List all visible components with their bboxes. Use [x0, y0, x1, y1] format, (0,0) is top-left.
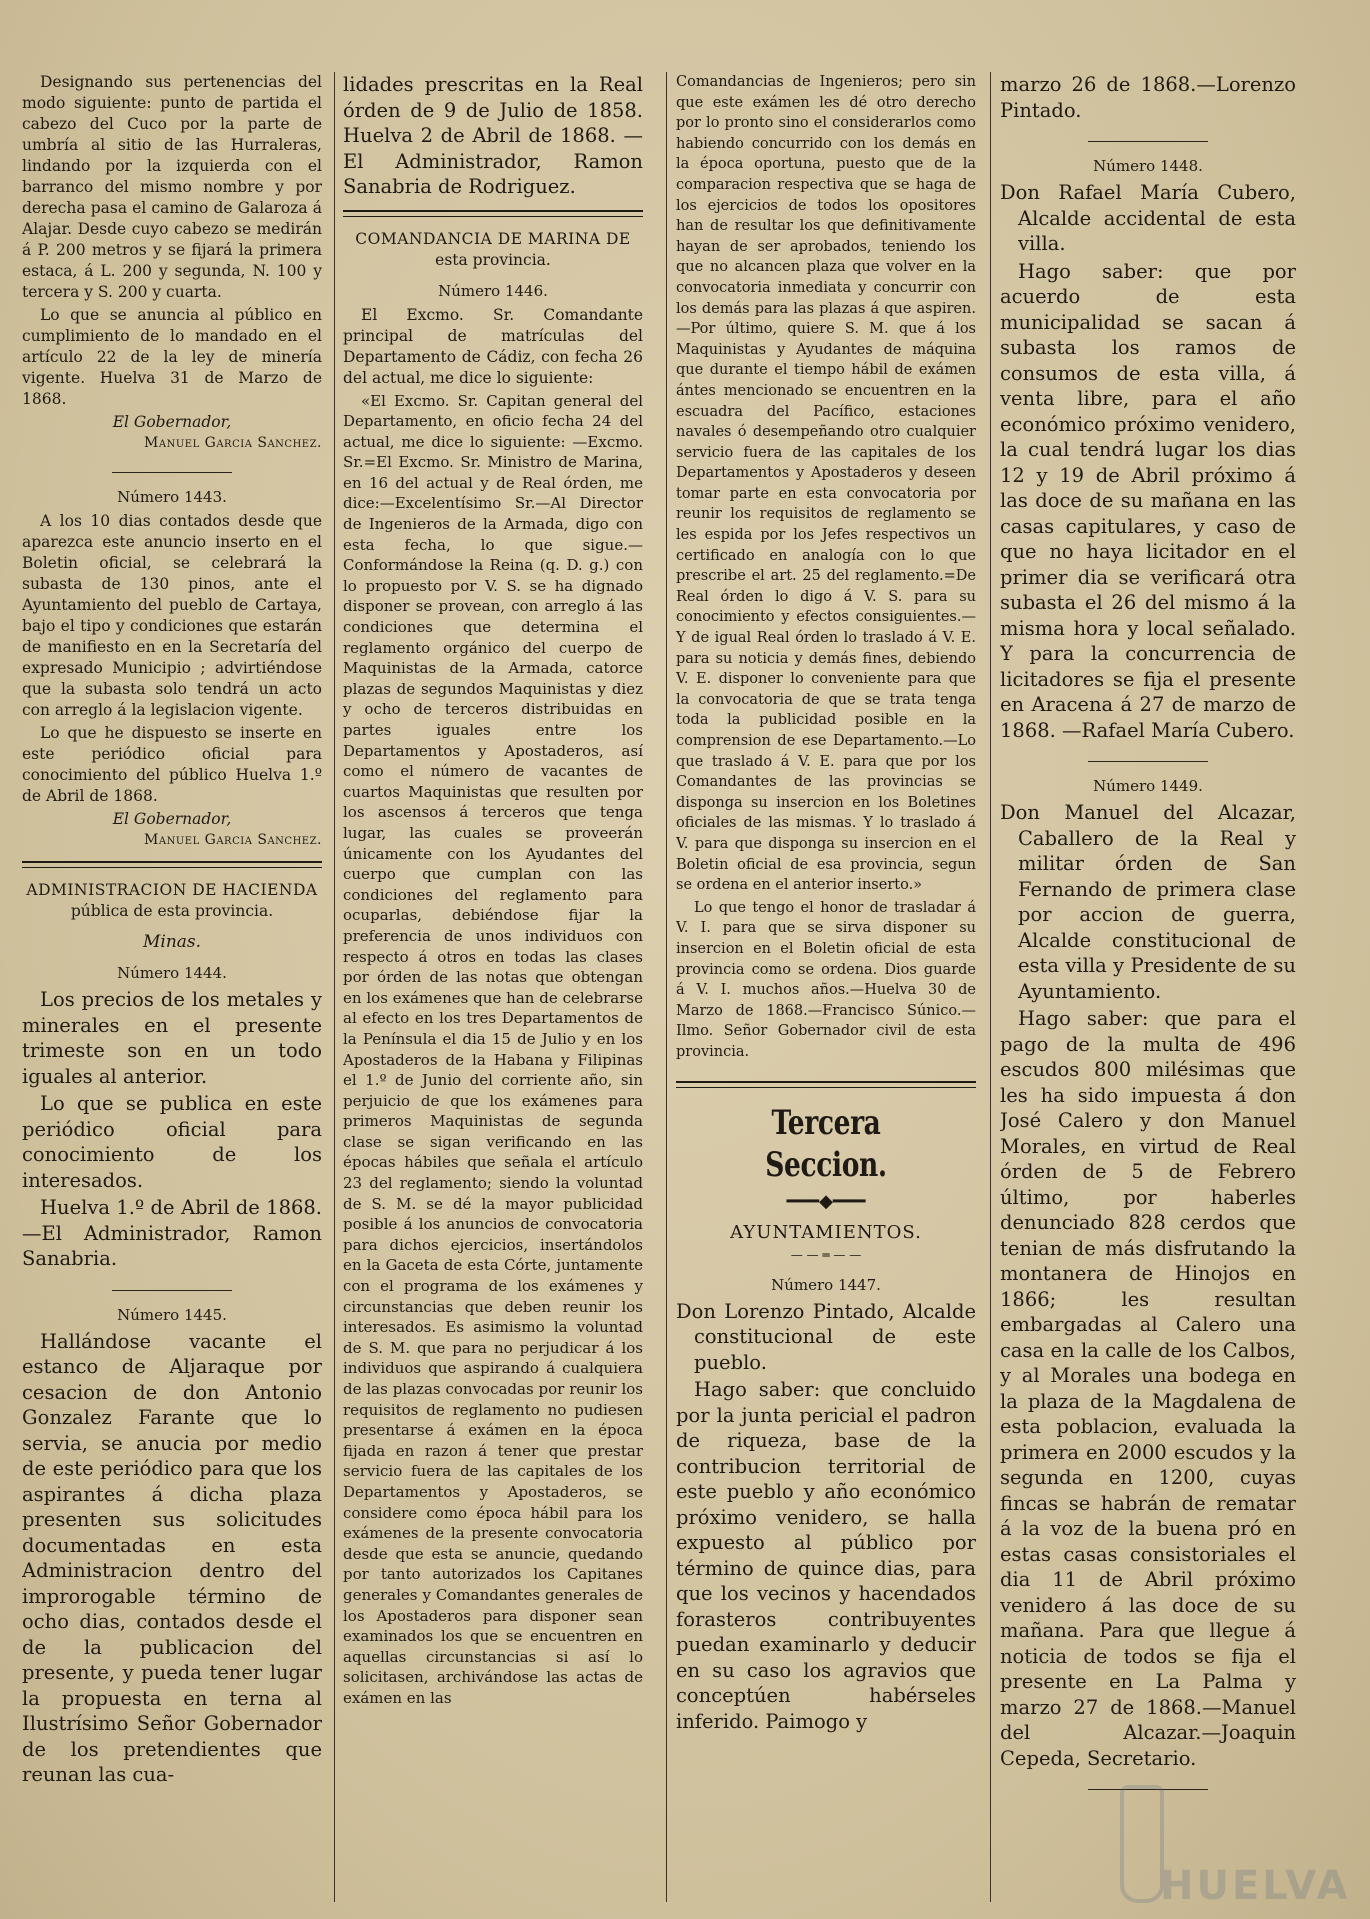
- ornament-divider: — — ═ — —: [790, 1247, 862, 1262]
- section-heading: AYUNTAMIENTOS.: [730, 1221, 922, 1243]
- column-divider: [334, 72, 335, 1902]
- column-4: [1000, 72, 1296, 1912]
- signature-title: El Gobernador,: [112, 413, 232, 431]
- notice-continuation: marzo 26 de 1868.—Lorenzo Pintado.: [1000, 73, 1296, 122]
- announcement-text: El Excmo. Sr. Comandante principal de matrículas del Departamento de Cádiz, con fecha 26 del actual, me dice lo siguiente:: [343, 305, 643, 387]
- shield-icon: [1120, 1785, 1164, 1903]
- separator: [112, 1290, 232, 1291]
- notice-number: Número 1446.: [438, 281, 548, 300]
- column-3: [676, 72, 976, 1912]
- notice-number: Número 1448.: [1093, 157, 1203, 175]
- notice-number: Número 1443.: [117, 488, 227, 506]
- watermark-text: HUELVA: [1160, 1863, 1351, 1909]
- notice-continuation: lidades prescritas en la Real órden de 9 de Julio de 1858. Huelva 2 de Abril de 1868. —El Administrador, Ramon Sanabria de Rodriguez.: [343, 73, 643, 198]
- section-subheading: esta provincia.: [435, 250, 551, 269]
- section-title: Tercera Seccion.: [765, 1102, 887, 1185]
- separator: [1088, 141, 1208, 142]
- official-name: Don Rafael María Cubero, Alcalde accidental de esta villa.: [1000, 181, 1296, 255]
- subsection-heading: Minas.: [142, 932, 202, 952]
- metal-prices-notice: Los precios de los metales y minerales en el presente trimeste son en un todo iguales al anterior.: [22, 988, 322, 1088]
- announcement-text: Lo que tengo el honor de trasladar á V. I. para que se sirva disponer su insercion en el Boletin oficial de esta provincia como se ordena. Dios guarde á V. I. muchos años.—Huelva 30 de Marzo de 1868.—Francisco Súnico.—Ilmo. Señor Gobernador civil de esta provincia.: [676, 899, 976, 1060]
- section-heading: ADMINISTRACION DE HACIENDA: [26, 881, 318, 899]
- signature-name: Manuel Garcia Sanchez.: [144, 435, 322, 451]
- mine-description: Designando sus pertenencias del modo siguiente: punto de partida el cabezo del Cuco por la parte de umbría al sitio de las Hurraleras, lindando por la izquierda con el barranco del mismo nombre y por derecha pasa el camino de Galaroza á Alajar. Desde cuyo cabezo se medirán á P. 200 metros y se fijará la primera estaca, á L. 200 y segunda, N. 100 y tercera y S. 200 y cuarta.: [22, 73, 322, 301]
- announcement-text: Lo que se anuncia al público en cumplimiento de lo mandado en el artículo 22 de la ley de minería vigente. Huelva 31 de Marzo de 1868.: [22, 306, 322, 408]
- official-name: Don Lorenzo Pintado, Alcalde constitucional de este pueblo.: [676, 1299, 976, 1374]
- signature-title: El Gobernador,: [112, 810, 232, 828]
- auction-notice: A los 10 dias contados desde que aparezca este anuncio inserto en el Boletin oficial, se celebrará la subasta de 130 pinos, ante el Ayuntamiento del pueblo de Cartaya, bajo el tipo y condiciones que estarán de manifiesto en en la Secretaría del expresado Municipio ; advirtiéndose que la subasta solo tendrá un acto con arreglo á la legislacion vigente.: [22, 512, 322, 719]
- announcement-text: Lo que he dispuesto se inserte en este periódico oficial para conocimiento del público Huelva 1.º de Abril de 1868.: [22, 724, 322, 805]
- separator: [112, 472, 232, 473]
- section-rule: [676, 1081, 976, 1088]
- section-rule: [343, 210, 643, 217]
- section-rule: [22, 861, 322, 868]
- column-divider: [666, 72, 667, 1902]
- notice-number: Número 1445.: [117, 1305, 227, 1324]
- tax-register-notice: Hago saber: que concluido por la junta pericial el padron de riqueza, base de la contribucion territorial de este pueblo y año económico próximo venidero, se halla expuesto al público por término de quince dias, para que los vecinos y hacendados forasteros contribuyentes puedan examinarlo y deducir en su caso los agravios que conceptúen habérseles inferido. Paimogo y: [676, 1378, 976, 1733]
- section-heading: COMANDANCIA DE MARINA DE: [355, 229, 631, 248]
- column-divider: [990, 72, 991, 1902]
- archive-watermark: [1120, 1779, 1351, 1909]
- consumption-auction-notice: Hago saber: que por acuerdo de esta municipalidad se sacan á subasta los ramos de consumos de esta villa, á venta libre, para el año económico próximo venidero, la cual tendrá lugar los dias 12 y 19 de Abril próximo á las doce de su mañana en las casas capitulares, y caso de que no haya licitador en el primer dia se verificará otra subasta el 26 del mismo á la misma hora y local señalado. Y para la concurrencia de licitadores se fija el presente en Aracena á 27 de marzo de 1868. —Rafael María Cubero.: [1000, 259, 1296, 742]
- date-signature: Huelva 1.º de Abril de 1868.—El Administrador, Ramon Sanabria.: [22, 1196, 322, 1270]
- column-1: [22, 72, 322, 1912]
- navy-order-text: «El Excmo. Sr. Capitan general del Departamento, en oficio fecha 24 del actual, me dice lo siguiente: —Excmo. Sr.=El Excmo. Sr. Ministro de Marina, en 16 del actual y de Real órden, me dice:—Excelentísimo Sr.—Al Director de Ingenieros de la Armada, digo con esta fecha, lo que sigue.—Conformándose la Reina (q. D. g.) con lo propuesto por V. S. se ha dignado disponer se provean, con arreglo á las condiciones que determina el reglamento orgánico del cuerpo de Maquinistas de la Armada, catorce plazas de segundos Maquinistas y diez y ocho de terceros distribuidas en partes iguales entre los Departamentos y Apostaderos, así como el número de vacantes de cuartos Maquinistas que resulten por los ascensos á terceros que tenga lugar, las cuales se proveerán únicamente con los Ayudantes del cuerpo que cumplan con las condiciones del reglamento para ocuparlas, debiéndose fijar la preferencia de unos individuos con respecto á otros en todas las clases por órden de las notas que obtengan en los exámenes que han de celebrarse al efecto en los tres Departamentos de la Península el dia 15 de Julio y en los Apostaderos de la Habana y Filipinas el 1.º de Junio del corriente año, sin perjuicio de que los exámenes para primeros Maquinistas de segunda clase se sigan verificando en las épocas hábiles que señala el artículo 23 del reglamento; siendo la voluntad de S. M. se dé la mayor publicidad posible á los anuncios de convocatoria para dichos ejercicios, insertándolos en la Gaceta de esta Córte, juntamente con el programa de los exámenes y circunstancias que deben reunir los interesados. Es asimismo la voluntad de S. M. que para no perjudicar á los individuos que aspirando á cualquiera de las plazas convocadas por reunir los requisitos de reglamento no pudiesen presentarse á exámen en la época fijada en razon á tener que prestar servicio fuera de las capitales de los Departamentos y Apostaderos, se considere como época hábil para los exámenes de la presente convocatoria desde que esta se anuncie, quedando por tanto autorizados los Capitanes generales y Comandantes generales de los Apostaderos para disponer sean examinados los que se encuentren en aquellas circunstancias si así lo solicitasen, archivándose las actas de exámen en las: [343, 391, 643, 1707]
- column-2: [343, 72, 643, 1912]
- signature-name: Manuel Garcia Sanchez.: [144, 832, 322, 848]
- ornament-divider: ━━━◆━━━: [786, 1190, 866, 1212]
- notice-number: Número 1449.: [1093, 777, 1203, 795]
- section-subheading: pública de esta provincia.: [70, 902, 274, 920]
- tobacco-shop-notice: Hallándose vacante el estanco de Aljaraque por cesacion de don Antonio Gonzalez Farante que lo servia, se anucia por medio de este periódico para que los aspirantes á dicha plaza presenten sus solicitudes documentadas en esta Administracion dentro del improrogable término de ocho dias, contados desde el de la publicacion del presente, y pueda tener lugar la propuesta en terna al Ilustrísimo Señor Gobernador de los pretendientes que reunan las cua-: [22, 1329, 322, 1786]
- separator: [1088, 761, 1208, 762]
- navy-order-continuation: Comandancias de Ingenieros; pero sin que este exámen les dé otro derecho por lo pronto sino el considerarlos como habiendo concurrido con los demás en la época oportuna, puesto que de la comparacion respectiva que se haga de los ejercicios de todos los opositores han de resultar los que definitivamente hayan de ser aprobados, teniendo los que no alcancen plaza que volver en la convocatoria inmediata y concurrir con los demás para las plazas á que aspiren.—Por último, quiere S. M. que á los Maquinistas y Ayudantes de máquina que durante el tiempo hábil de exámen ántes mencionado se encuentren en la escuadra del Pacífico, estaciones navales ó desempeñando otro cualquier servicio fuera de las capitales de los Departamentos y Apostaderos y deseen tomar parte en esta convocatoria por reunir los requisitos de reglamento se les espida por los Jefes respectivos un certificado en analogía con lo que prescribe el art. 25 del reglamento.=De Real órden lo digo á V. S. para su conocimiento y efectos consiguientes.—Y de igual Real órden lo traslado á V. E. para su noticia y demás fines, debiendo V. E. disponer lo conveniente para que la convocatoria de que se trata tenga toda la publicidad posible en la comprension de ese Departamento.—Lo que traslado á V. E. para que por los Comandantes de las provincias se disponga su insercion en los Boletines oficiales de las mismas. Y lo traslado á V. para que disponga su insercion en el Boletin oficial de esa provincia, segun se ordena en el anterior inserto.»: [676, 74, 976, 894]
- notice-number: Número 1447.: [771, 1275, 881, 1294]
- announcement-text: Lo que se publica en este periódico oficial para conocimiento de los interesados.: [22, 1092, 322, 1192]
- fine-notice: Hago saber: que para el pago de la multa de 496 escudos 800 milésimas que les ha sido impuesta á don José Calero y don Manuel Morales, en virtud de Real órden de 5 de Febrero último, por haberles denunciado 828 cerdos que tenian de más disfrutando la montanera de Hinojos en 1866; les resultan embargadas al Calero una casa en la calle de los Calbos, y al Morales una bodega en la plaza de la Magdalena de esta poblacion, evaluada la primera en 2000 escudos y la segunda en 1200, cuyas fincas se habrán de rematar á la voz de la buena pró en estas casas consistoriales el dia 11 de Abril próximo venidero á las doce de su mañana. Para que llegue á noticia de todos se fija el presente en La Palma y marzo 27 de 1868.—Manuel del Alcazar.—Joaquin Cepeda, Secretario.: [1000, 1007, 1296, 1770]
- notice-number: Número 1444.: [117, 964, 227, 982]
- official-name: Don Manuel del Alcazar, Caballero de la Real y militar órden de San Fernando de primera clase por accion de guerra, Alcalde constitucional de esta villa y Presidente de su Ayuntamiento.: [1000, 801, 1296, 1003]
